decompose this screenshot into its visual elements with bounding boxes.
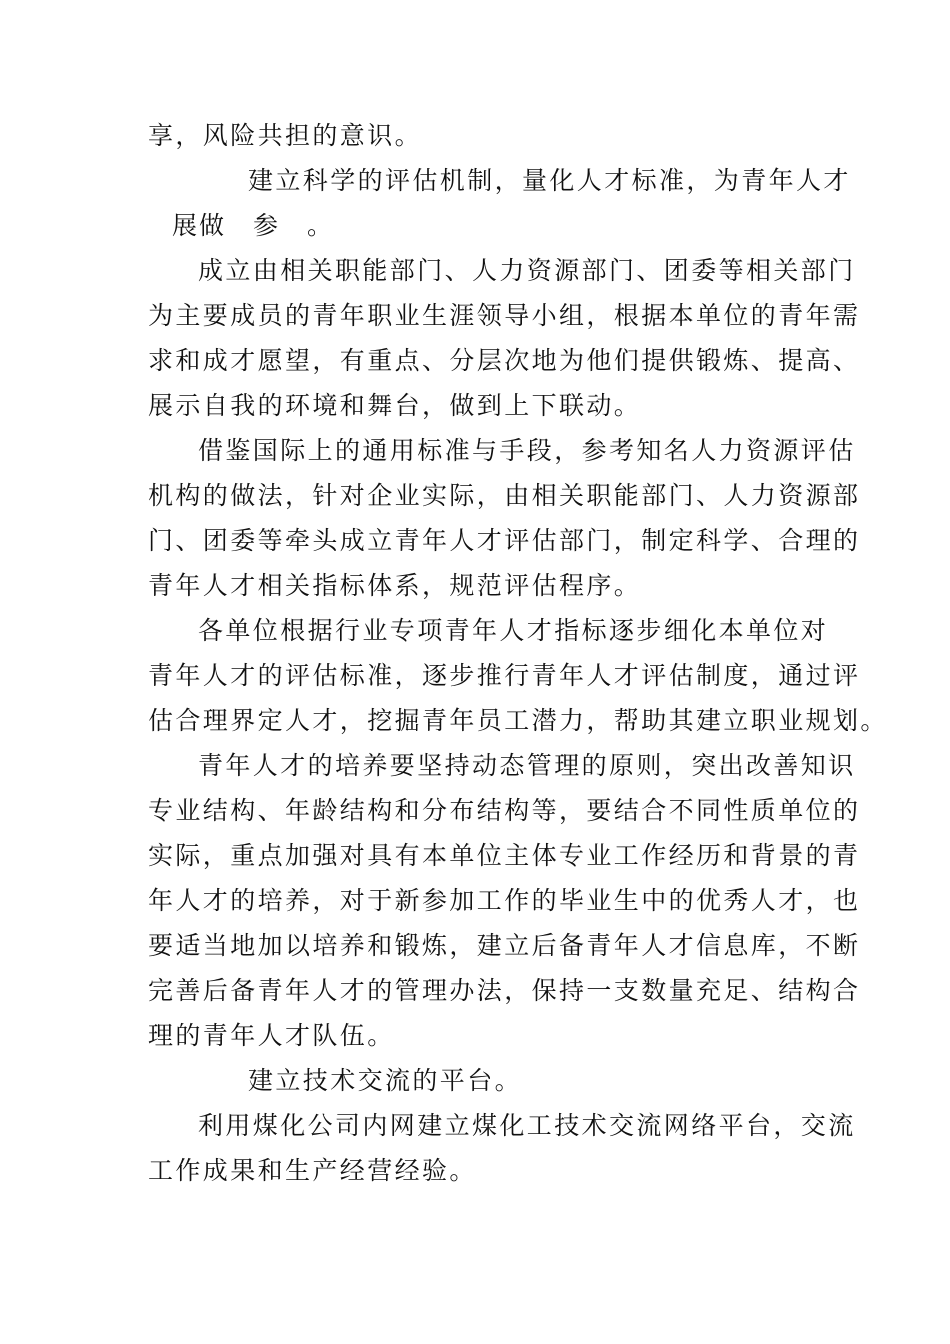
text-line: 享，风险共担的意识。 [148, 121, 423, 150]
section-heading: 建立技术交流的平台。 [248, 1066, 523, 1095]
text-line: 工作成果和生产经营经验。 [148, 1156, 477, 1185]
paragraph-start: 青年人才的培养要坚持动态管理的原则，突出改善知识 [198, 751, 856, 780]
section-heading: 建立科学的评估机制，量化人才标准，为青年人才 [248, 166, 851, 195]
text-line: 青年人才的评估标准，逐步推行青年人才评估制度，通过评 [148, 661, 861, 690]
text-line: 理的青年人才队伍。 [148, 1021, 395, 1050]
text-line: 展示自我的环境和舞台，做到上下联动。 [148, 391, 642, 420]
text-line: 求和成才愿望，有重点、分层次地为他们提供锻炼、提高、 [148, 346, 861, 375]
paragraph-start: 成立由相关职能部门、人力资源部门、团委等相关部门 [198, 256, 856, 285]
text-line: 完善后备青年人才的管理办法，保持一支数量充足、结构合 [148, 976, 861, 1005]
paragraph-start: 各单位根据行业专项青年人才指标逐步细化本单位对 [198, 616, 829, 645]
paragraph-start: 借鉴国际上的通用标准与手段，参考知名人力资源评估 [198, 436, 856, 465]
text-line: 估合理界定人才，挖掘青年员工潜力，帮助其建立职业规划。 [148, 706, 888, 735]
text-line: 机构的做法，针对企业实际，由相关职能部门、人力资源部 [148, 481, 861, 510]
paragraph-start: 利用煤化公司内网建立煤化工技术交流网络平台，交流 [198, 1111, 856, 1140]
text-line: 青年人才相关指标体系，规范评估程序。 [148, 571, 642, 600]
text-line: 为主要成员的青年职业生涯领导小组，根据本单位的青年需 [148, 301, 861, 330]
text-line: 门、团委等牵头成立青年人才评估部门，制定科学、合理的 [148, 526, 861, 555]
section-heading-continuation: 展做 参 。 [172, 211, 335, 240]
text-line: 专业结构、年龄结构和分布结构等，要结合不同性质单位的 [148, 796, 861, 825]
text-line: 实际，重点加强对具有本单位主体专业工作经历和背景的青 [148, 841, 861, 870]
text-line: 要适当地加以培养和锻炼，建立后备青年人才信息库，不断 [148, 931, 861, 960]
text-line: 年人才的培养，对于新参加工作的毕业生中的优秀人才，也 [148, 886, 861, 915]
